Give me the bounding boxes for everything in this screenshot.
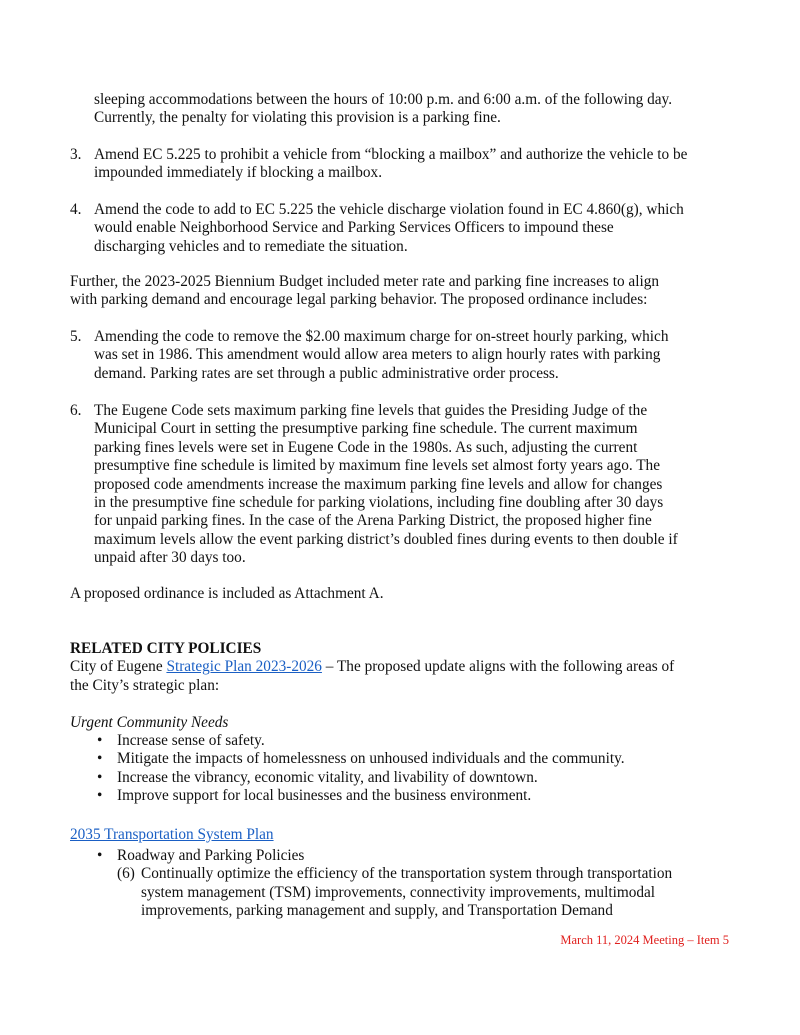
text-line: A proposed ordinance is included as Attachment A. xyxy=(70,585,384,602)
intro-line-2: the City’s strategic plan: xyxy=(70,676,220,694)
spacer xyxy=(70,806,750,826)
list-item-text xyxy=(70,146,750,183)
paragraph-continuation xyxy=(70,91,774,128)
text-line: discharging vehicles and to remediate the situation. xyxy=(94,237,408,255)
text-line: unpaid after 30 days too. xyxy=(94,549,246,567)
related-policies-section xyxy=(70,640,750,921)
list-item-text xyxy=(70,201,750,256)
text-line: in the presumptive fine schedule for parking violations, including fine doubling after 30 days xyxy=(94,494,664,512)
list-item xyxy=(70,787,750,805)
text-line: Municipal Court in setting the presumptive parking fine schedule. The current maximum xyxy=(94,420,638,438)
bullet-icon: • xyxy=(97,787,103,805)
text-line: demand. Parking rates are set through a public administrative order process. xyxy=(94,364,559,382)
text-line: maximum levels allow the event parking district’s doubled fines during events to then double if xyxy=(94,530,678,548)
intro-line xyxy=(70,658,750,676)
bullet-text: Increase sense of safety. xyxy=(117,732,265,750)
bullet-icon: • xyxy=(97,847,103,865)
list-item-3 xyxy=(70,146,750,183)
transportation-plan-link[interactable]: 2035 Transportation System Plan xyxy=(70,825,274,843)
paragraph-attachment xyxy=(70,585,750,603)
list-number: 4. xyxy=(70,201,82,218)
text-line: system management (TSM) improvements, connectivity improvements, multimodal xyxy=(141,883,656,901)
intro-suffix: – The proposed update aligns with the following areas of xyxy=(321,658,675,676)
bullet-text: Improve support for local businesses and the business environment. xyxy=(117,787,532,805)
list-number: 5. xyxy=(70,328,82,345)
bullet-icon: • xyxy=(97,768,103,786)
section-heading: RELATED CITY POLICIES xyxy=(70,640,262,657)
list-item xyxy=(70,847,750,865)
text-line: with parking demand and encourage legal parking behavior. The proposed ordinance includes: xyxy=(70,291,648,309)
list-item-text xyxy=(70,402,750,568)
text-line: Amend the code to add to EC 5.225 the vehicle discharge violation found in EC 4.860(g), which xyxy=(94,201,684,218)
spacer xyxy=(70,695,750,713)
list-number: 6. xyxy=(70,402,82,419)
text-line: sleeping accommodations between the hours of 10:00 p.m. and 6:00 a.m. of the following day. xyxy=(94,91,673,108)
text-line: parking fines levels were set in Eugene Code in the 1980s. As such, adjusting the current xyxy=(94,438,638,456)
text-line: Amend EC 5.225 to prohibit a vehicle from “blocking a mailbox” and authorize the vehicle to be xyxy=(94,146,688,163)
list-number: 3. xyxy=(70,146,82,163)
text-line: would enable Neighborhood Service and Parking Services Officers to impound these xyxy=(94,219,614,237)
list-item-5 xyxy=(70,328,750,383)
text-line: Amending the code to remove the $2.00 maximum charge for on-street hourly parking, which xyxy=(94,328,669,345)
list-item xyxy=(70,750,750,768)
text-line: Continually optimize the efficiency of the transportation system through transportation xyxy=(141,865,673,883)
page-footer: March 11, 2024 Meeting – Item 5 xyxy=(560,933,729,947)
text-line: Further, the 2023-2025 Biennium Budget included meter rate and parking fine increases to align xyxy=(70,273,660,290)
text-line: impounded immediately if blocking a mailbox. xyxy=(94,164,383,182)
text-line: for unpaid parking fines. In the case of the Arena Parking District, the proposed higher fine xyxy=(94,512,652,530)
text-line: Currently, the penalty for violating this provision is a parking fine. xyxy=(94,109,501,127)
bullet-text: Increase the vibrancy, economic vitality, and livability of downtown. xyxy=(117,768,538,786)
policy-item xyxy=(70,865,750,920)
paragraph-further xyxy=(70,273,750,310)
strategic-plan-link[interactable]: Strategic Plan 2023-2026 xyxy=(166,658,322,676)
list-item xyxy=(70,732,750,750)
text-line: proposed code amendments increase the maximum parking fine levels and allow for changes xyxy=(94,475,663,493)
text-line: was set in 1986. This amendment would allow area meters to align hourly rates with parking xyxy=(94,346,661,364)
bullet-text: Roadway and Parking Policies xyxy=(117,847,305,865)
list-item-6 xyxy=(70,402,750,568)
list-item-4 xyxy=(70,201,750,256)
list-item xyxy=(70,769,750,787)
list-item-text xyxy=(70,328,750,383)
policy-label: (6) xyxy=(117,865,135,883)
subheading: Urgent Community Needs xyxy=(70,713,229,731)
bullet-icon: • xyxy=(97,732,103,750)
bullet-text: Mitigate the impacts of homelessness on unhoused individuals and the community. xyxy=(117,750,625,768)
text-line: presumptive fine schedule is limited by maximum fine levels set almost forty years ago. The xyxy=(94,457,660,475)
intro-prefix: City of Eugene xyxy=(70,658,167,676)
bullet-icon: • xyxy=(97,750,103,768)
text-line: improvements, parking management and supply, and Transportation Demand xyxy=(141,902,613,920)
text-line: The Eugene Code sets maximum parking fine levels that guides the Presiding Judge of the xyxy=(94,402,648,419)
bullet-list xyxy=(70,732,750,806)
